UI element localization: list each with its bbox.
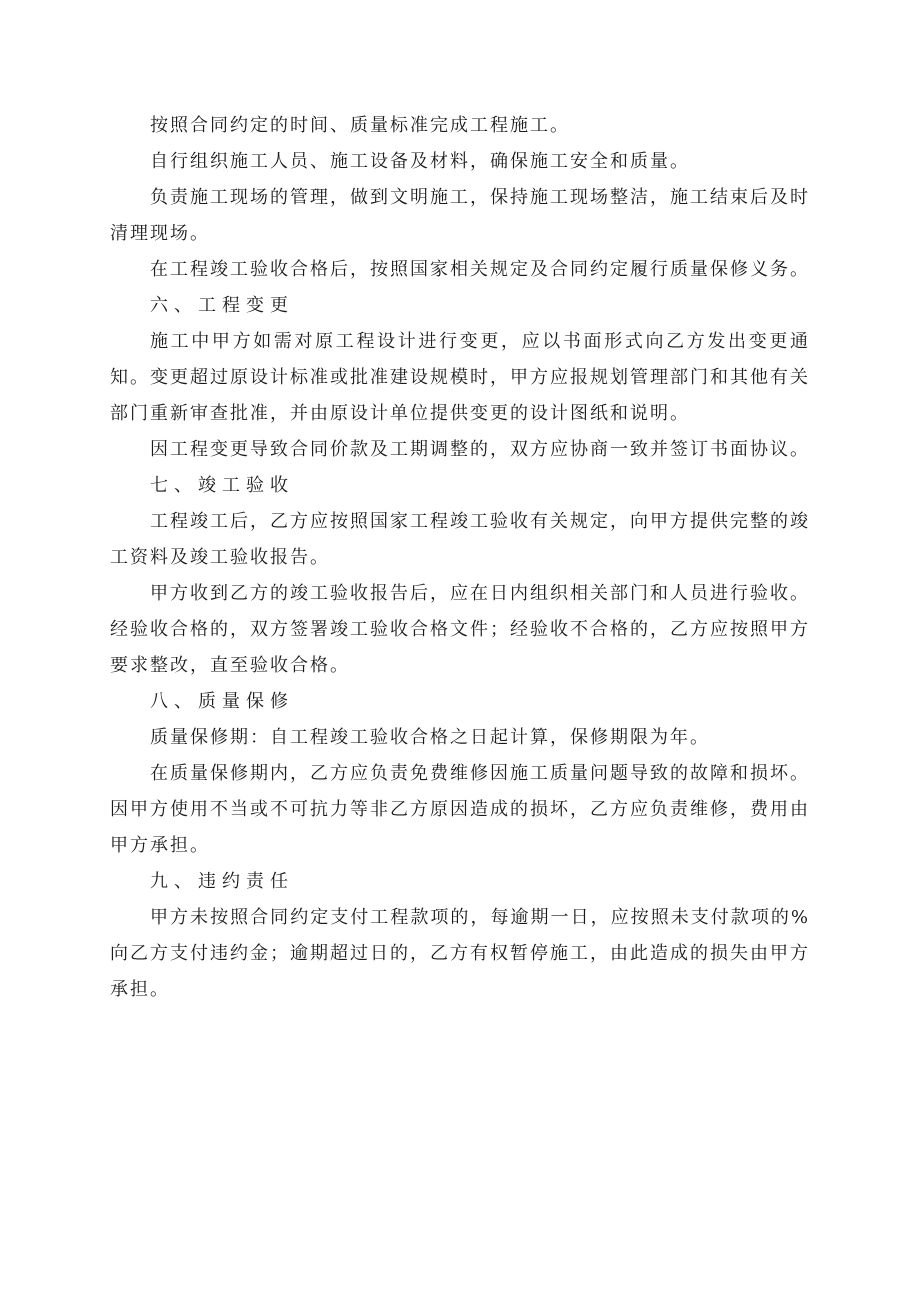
document-body bbox=[110, 108, 810, 1008]
paragraph: 在质量保修期内，乙方应负责免费维修因施工质量问题导致的故障和损坏。因甲方使用不当或不可抗力等非乙方原因造成的损坏，乙方应负责维修，费用由甲方承担。 bbox=[110, 763, 810, 856]
paragraph: 负责施工现场的管理，做到文明施工，保持施工现场整洁，施工结束后及时清理现场。 bbox=[110, 187, 810, 244]
paragraph: 因工程变更导致合同价款及工期调整的，双方应协商一致并签订书面协议。 bbox=[150, 439, 810, 460]
paragraph: 自行组织施工人员、施工设备及材料，确保施工安全和质量。 bbox=[150, 151, 690, 172]
section-heading: 七、竣工验收 bbox=[150, 475, 294, 496]
paragraph: 按照合同约定的时间、质量标准完成工程施工。 bbox=[150, 115, 570, 136]
section-heading: 八、质量保修 bbox=[150, 691, 294, 712]
paragraph: 施工中甲方如需对原工程设计进行变更，应以书面形式向乙方发出变更通知。变更超过原设计标准或批准建设规模时，甲方应报规划管理部门和其他有关部门重新审查批准，并由原设计单位提供变更的设计图纸和说明。 bbox=[110, 331, 810, 424]
section-heading: 九、违约责任 bbox=[150, 871, 294, 892]
paragraph: 工程竣工后，乙方应按照国家工程竣工验收有关规定，向甲方提供完整的竣工资料及竣工验收报告。 bbox=[110, 511, 810, 568]
paragraph: 质量保修期：自工程竣工验收合格之日起计算，保修期限为年。 bbox=[150, 727, 710, 748]
paragraph: 甲方未按照合同约定支付工程款项的，每逾期一日，应按照未支付款项的%向乙方支付违约金；逾期超过日的，乙方有权暂停施工，由此造成的损失由甲方承担。 bbox=[110, 907, 810, 1000]
section-heading: 六、工程变更 bbox=[150, 295, 294, 316]
paragraph: 在工程竣工验收合格后，按照国家相关规定及合同约定履行质量保修义务。 bbox=[150, 259, 810, 280]
paragraph: 甲方收到乙方的竣工验收报告后，应在日内组织相关部门和人员进行验收。经验收合格的，双方签署竣工验收合格文件；经验收不合格的，乙方应按照甲方要求整改，直至验收合格。 bbox=[110, 583, 810, 676]
